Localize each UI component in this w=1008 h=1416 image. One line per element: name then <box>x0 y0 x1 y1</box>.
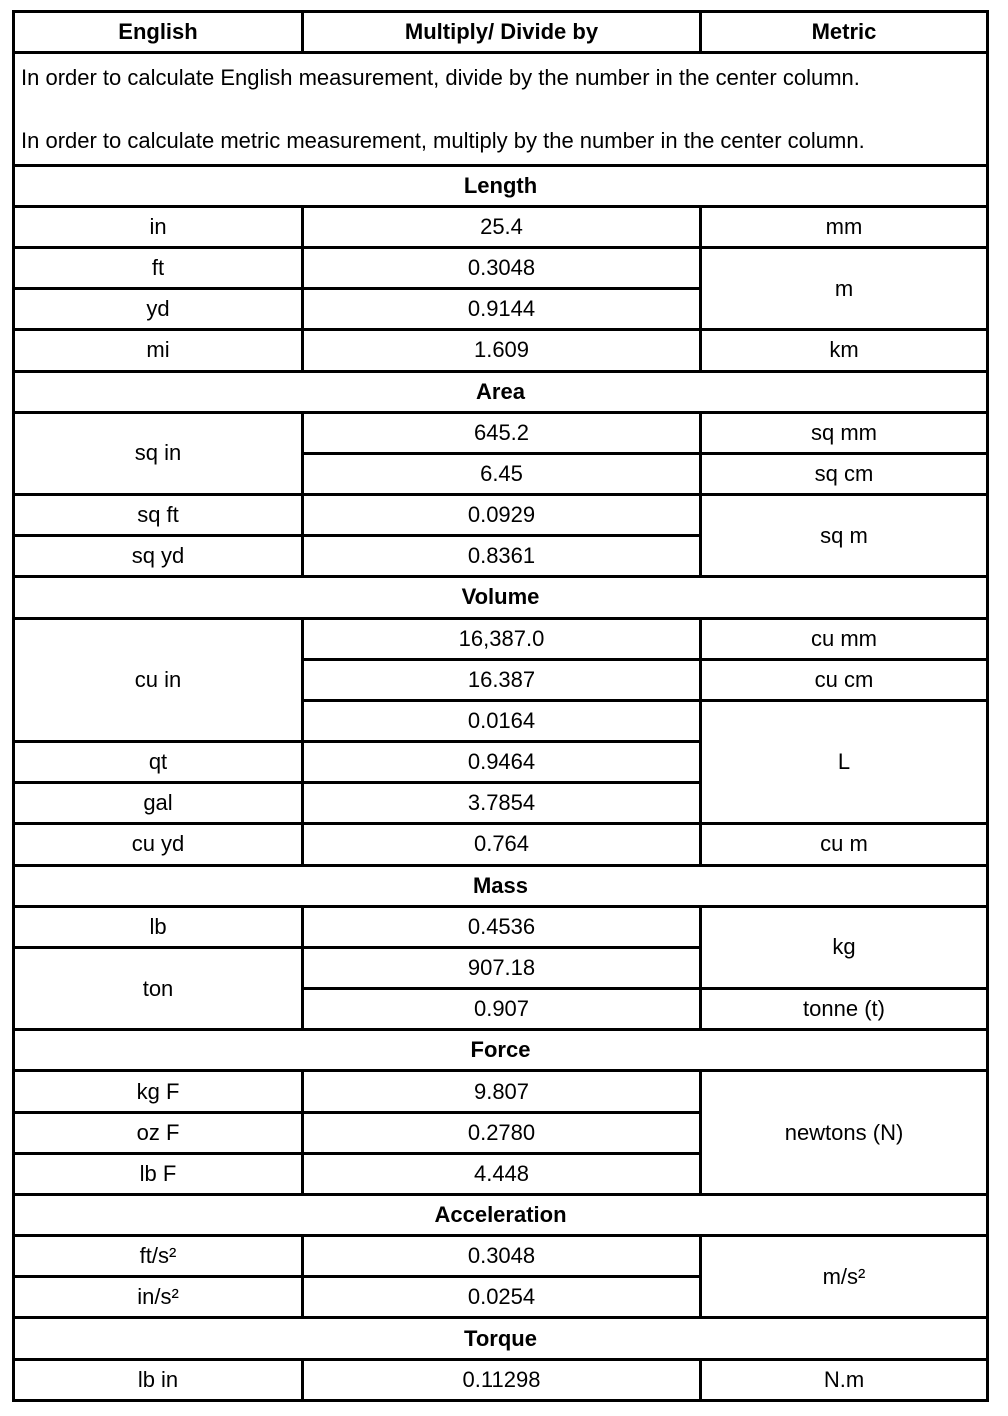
english-unit: gal <box>14 783 303 824</box>
metric-unit: N.m <box>701 1359 988 1400</box>
english-unit: in <box>14 206 303 247</box>
english-unit: yd <box>14 289 303 330</box>
conversion-factor: 6.45 <box>303 453 701 494</box>
english-unit: lb <box>14 906 303 947</box>
section-title-torque: Torque <box>14 1318 988 1359</box>
conversion-factor: 9.807 <box>303 1071 701 1112</box>
header-factor: Multiply/ Divide by <box>303 12 701 53</box>
section-title-mass: Mass <box>14 865 988 906</box>
conversion-factor: 0.907 <box>303 989 701 1030</box>
conversion-factor: 3.7854 <box>303 783 701 824</box>
header-metric: Metric <box>701 12 988 53</box>
instruction-english: In order to calculate English measurement, divide by the number in the center column. <box>21 64 860 90</box>
metric-unit: newtons (N) <box>701 1071 988 1195</box>
english-unit: lb F <box>14 1153 303 1194</box>
english-unit: ft/s² <box>14 1236 303 1277</box>
english-unit: oz F <box>14 1112 303 1153</box>
conversion-table <box>12 10 989 1402</box>
conversion-factor: 0.0254 <box>303 1277 701 1318</box>
metric-unit: sq m <box>701 495 988 577</box>
conversion-factor: 907.18 <box>303 947 701 988</box>
section-title-length: Length <box>14 165 988 206</box>
english-unit: sq yd <box>14 536 303 577</box>
conversion-factor: 0.9144 <box>303 289 701 330</box>
conversion-factor: 25.4 <box>303 206 701 247</box>
conversion-factor: 645.2 <box>303 412 701 453</box>
metric-unit: m <box>701 248 988 330</box>
conversion-factor: 0.0164 <box>303 700 701 741</box>
english-unit: ton <box>14 947 303 1029</box>
metric-unit: kg <box>701 906 988 988</box>
section-title-volume: Volume <box>14 577 988 618</box>
metric-unit: cu mm <box>701 618 988 659</box>
conversion-factor: 0.2780 <box>303 1112 701 1153</box>
metric-unit: cu m <box>701 824 988 865</box>
conversion-factor: 0.8361 <box>303 536 701 577</box>
metric-unit: tonne (t) <box>701 989 988 1030</box>
metric-unit: L <box>701 700 988 824</box>
conversion-factor: 0.9464 <box>303 742 701 783</box>
conversion-factor: 0.764 <box>303 824 701 865</box>
instruction-metric: In order to calculate metric measurement, multiply by the number in the center column. <box>21 127 865 153</box>
conversion-factor: 0.0929 <box>303 495 701 536</box>
conversion-factor: 0.3048 <box>303 248 701 289</box>
conversion-factor: 16,387.0 <box>303 618 701 659</box>
english-unit: cu in <box>14 618 303 742</box>
header-english: English <box>14 12 303 53</box>
conversion-factor: 1.609 <box>303 330 701 371</box>
section-title-area: Area <box>14 371 988 412</box>
conversion-factor: 0.4536 <box>303 906 701 947</box>
metric-unit: mm <box>701 206 988 247</box>
english-unit: in/s² <box>14 1277 303 1318</box>
english-unit: sq ft <box>14 495 303 536</box>
english-unit: ft <box>14 248 303 289</box>
conversion-factor: 4.448 <box>303 1153 701 1194</box>
english-unit: lb in <box>14 1359 303 1400</box>
english-unit: sq in <box>14 412 303 494</box>
metric-unit: sq mm <box>701 412 988 453</box>
metric-unit: m/s² <box>701 1236 988 1318</box>
english-unit: mi <box>14 330 303 371</box>
conversion-factor: 0.3048 <box>303 1236 701 1277</box>
metric-unit: sq cm <box>701 453 988 494</box>
section-title-acceleration: Acceleration <box>14 1194 988 1235</box>
section-title-force: Force <box>14 1030 988 1071</box>
conversion-factor: 0.11298 <box>303 1359 701 1400</box>
english-unit: qt <box>14 742 303 783</box>
instructions <box>14 53 988 165</box>
english-unit: cu yd <box>14 824 303 865</box>
english-unit: kg F <box>14 1071 303 1112</box>
conversion-factor: 16.387 <box>303 659 701 700</box>
metric-unit: km <box>701 330 988 371</box>
metric-unit: cu cm <box>701 659 988 700</box>
